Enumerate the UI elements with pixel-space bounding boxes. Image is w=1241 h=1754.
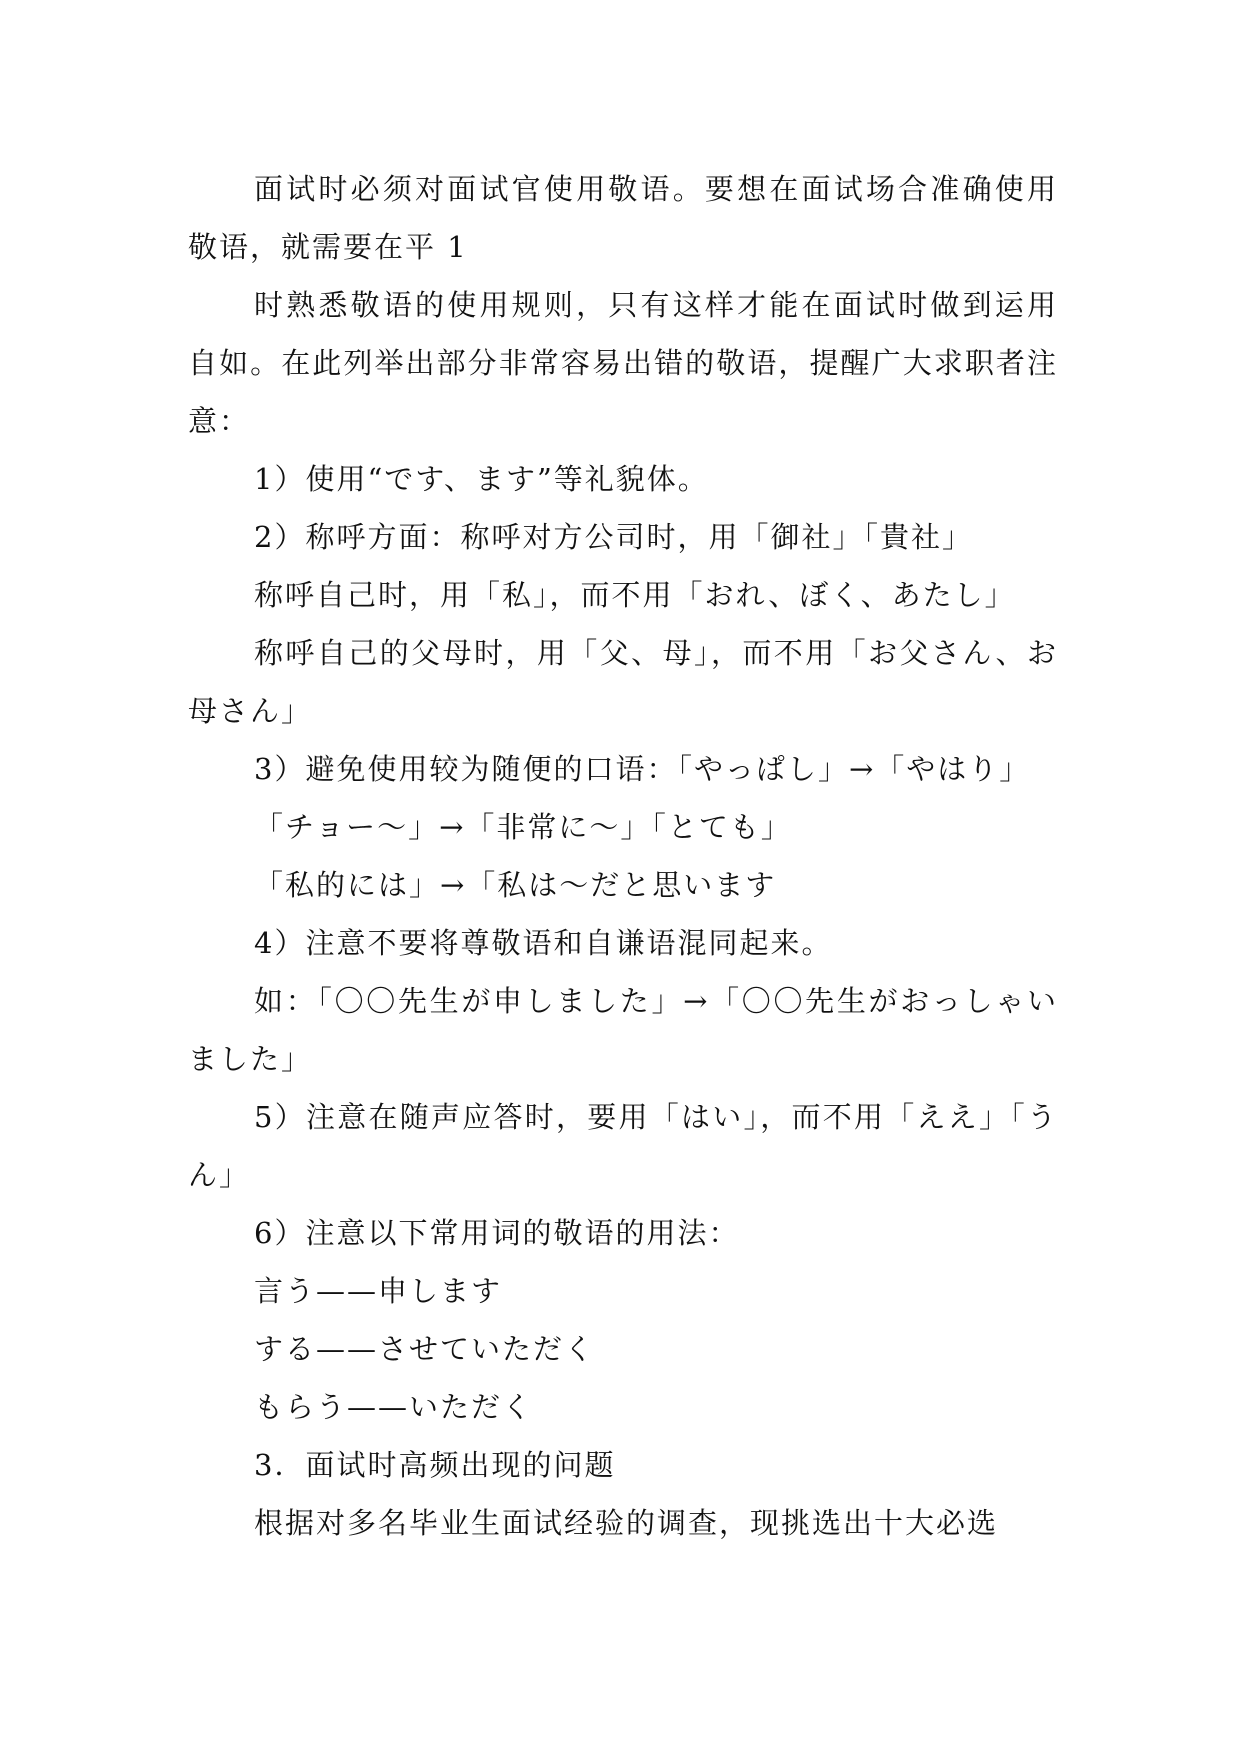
paragraph: 「私的には」→「私は～だと思います <box>254 868 777 902</box>
list-item-common-words: 6）注意以下常用词的敬语的用法： <box>254 1216 740 1250</box>
list-item-polite-form: 1）使用“です、ます”等礼貌体。 <box>254 462 709 496</box>
paragraph: 称呼自己时，用「私」，而不用「おれ、ぼく、あたし」 <box>254 578 1016 612</box>
paragraph: もらう——いただく <box>254 1390 534 1424</box>
paragraph: 「チョー～」→「非常に～」「とても」 <box>254 810 792 844</box>
list-item-responses: 5）注意在随声应答时，要用「はい」，而不用「ええ」「うん」 <box>188 1100 1058 1192</box>
list-item-honorific-humble: 4）注意不要将尊敬语和自谦语混同起来。 <box>254 926 833 960</box>
paragraph: 如：「〇〇先生が申しました」→「〇〇先生がおっしゃいました」 <box>188 984 1058 1076</box>
section-heading: 3．面试时高频出现的问题 <box>254 1448 616 1482</box>
document-body <box>188 160 1058 1552</box>
paragraph: 时熟悉敬语的使用规则，只有这样才能在面试时做到运用自如。在此列举出部分非常容易出错的敬语，提醒广大求职者注意： <box>188 288 1058 438</box>
paragraph: 称呼自己的父母时，用「父、母」，而不用「お父さん、お母さん」 <box>188 636 1058 728</box>
paragraph: 根据对多名毕业生面试经验的调查，现挑选出十大必选 <box>254 1506 999 1540</box>
paragraph: 面试时必须对面试官使用敬语。要想在面试场合准确使用敬语，就需要在平 1 <box>188 172 1058 264</box>
list-item-avoid-casual: 3）避免使用较为随便的口语：「やっぱし」→「やはり」 <box>254 752 1031 786</box>
paragraph: 言う——申します <box>254 1274 503 1308</box>
list-item-address-terms: 2）称呼方面：称呼对方公司时，用「御社」「貴社」 <box>254 520 973 554</box>
paragraph: する——させていただく <box>254 1332 596 1366</box>
